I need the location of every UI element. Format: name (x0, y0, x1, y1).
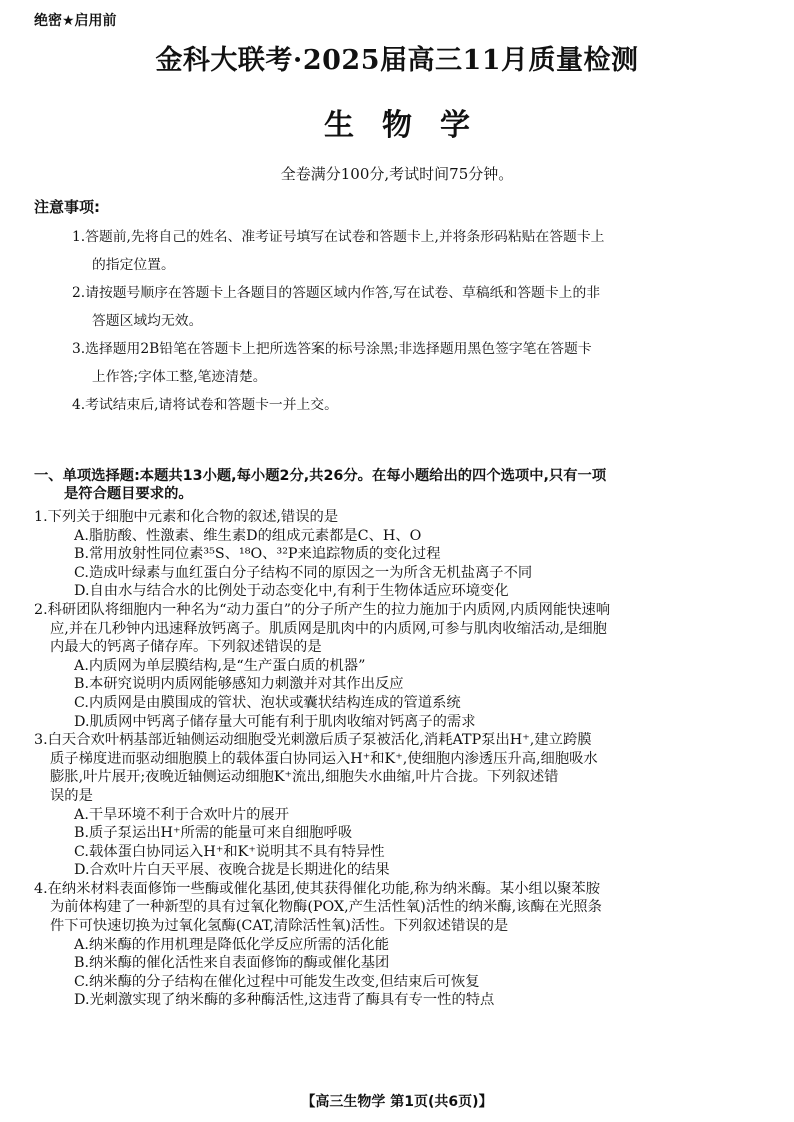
notice-item (72, 391, 762, 419)
section-heading (34, 467, 764, 503)
question-stem (34, 601, 766, 657)
option-d: D.肌质网中钙离子储存量大可能有利于肌肉收缩对钙离子的需求 (74, 713, 476, 730)
stem-line: 为前体构建了一种新型的具有过氧化物酶(POX,产生活性氧)活性的纳米酶,该酶在光照条 (50, 899, 602, 916)
notice-title: 注意事项: (34, 198, 100, 216)
notice-line: 2.请按题号顺序在答题卡上各题目的答题区域内作答,写在试卷、草稿纸和答题卡上的非 (72, 285, 601, 301)
option-c: C.内质网是由膜围成的管状、泡状或囊状结构连成的管道系统 (74, 694, 461, 711)
option-b: B.常用放射性同位素³⁵S、¹⁸O、³²P来追踪物质的变化过程 (74, 546, 441, 563)
stem-line: 4.在纳米材料表面修饰一些酶或催化基团,使其获得催化功能,称为纳米酶。某小组以聚苯胺 (34, 880, 601, 897)
section-line: 是符合题目要求的。 (64, 486, 193, 502)
option-d: D.合欢叶片白天平展、夜晚合拢是长期进化的结果 (74, 862, 390, 879)
section-line: 一、单项选择题:本题共13小题,每小题2分,共26分。在每小题给出的四个选项中,只有一项 (34, 468, 607, 484)
option-b: B.本研究说明内质网能够感知力刺激并对其作出反应 (74, 676, 404, 693)
option-d: D.光刺激实现了纳米酶的多种酶活性,这违背了酶具有专一性的特点 (74, 992, 495, 1009)
confidential-label: 绝密★启用前 (34, 13, 117, 29)
notice-line: 上作答;字体工整,笔迹清楚。 (92, 369, 267, 385)
option-a: A.纳米酶的作用机理是降低化学反应所需的活化能 (74, 936, 390, 953)
option-c: C.纳米酶的分子结构在催化过程中可能发生改变,但结束后可恢复 (74, 973, 480, 990)
question-stem (34, 880, 766, 936)
stem-line: 1.下列关于细胞中元素和化合物的叙述,错误的是 (34, 509, 339, 525)
stem-line: 膨胀,叶片展开;夜晚近轴侧运动细胞K⁺流出,细胞失水曲缩,叶片合拢。下列叙述错 (50, 769, 559, 786)
page-footer: 【高三生物学 第1页(共6页)】 (301, 1094, 493, 1110)
subject-title: 生物学 (324, 108, 498, 143)
question-stem (34, 508, 766, 527)
option-b: B.质子泵运出H⁺所需的能量可来自细胞呼吸 (74, 825, 353, 842)
stem-line: 3.白天合欢叶柄基部近轴侧运动细胞受光刺激后质子泵被活化,消耗ATP泵出H⁺,建立跨膜 (34, 732, 592, 749)
notice-item (72, 279, 762, 335)
option-c: C.造成叶绿素与血红蛋白分子结构不同的原因之一为所含无机盐离子不同 (74, 564, 533, 581)
question-stem (34, 731, 766, 805)
option-c: C.载体蛋白协同运入H⁺和K⁺说明其不具有特异性 (74, 843, 385, 860)
question-3 (34, 731, 766, 880)
stem-line: 内最大的钙离子储存库。下列叙述错误的是 (50, 639, 322, 656)
option-a: A.干旱环境不利于合欢叶片的展开 (74, 806, 290, 823)
stem-line: 误的是 (50, 787, 93, 804)
notice-line: 答题区域均无效。 (92, 313, 203, 329)
stem-line: 质子梯度进而驱动细胞膜上的载体蛋白协同运入H⁺和K⁺,使细胞内渗透压升高,细胞吸水 (50, 750, 598, 767)
option-a: A.脂肪酸、性激素、维生素D的组成元素都是C、H、O (74, 527, 422, 544)
question-2 (34, 601, 766, 731)
question-4 (34, 880, 766, 1010)
notice-item (72, 223, 762, 279)
notice-item (72, 335, 762, 391)
notice-line: 3.选择题用2B铅笔在答题卡上把所选答案的标号涂黑;非选择题用黑色签字笔在答题卡 (72, 341, 592, 357)
option-b: B.纳米酶的催化活性来自表面修饰的酶或催化基团 (74, 955, 390, 972)
notice-line: 的指定位置。 (92, 257, 175, 273)
exam-title: 金科大联考·2025届高三11月质量检测 (155, 45, 639, 76)
stem-line: 2.科研团队将细胞内一种名为“动力蛋白”的分子所产生的拉力施加于内质网,内质网能快速响 (34, 601, 611, 618)
question-list (34, 508, 766, 1010)
notice-line: 1.答题前,先将自己的姓名、准考证号填写在试卷和答题卡上,并将条形码粘贴在答题卡上 (72, 229, 605, 245)
exam-info: 全卷满分100分,考试时间75分钟。 (280, 165, 514, 183)
option-a: A.内质网为单层膜结构,是“生产蛋白质的机器” (74, 657, 366, 674)
notice-line: 4.考试结束后,请将试卷和答题卡一并上交。 (72, 397, 338, 413)
notice-list (72, 223, 762, 419)
option-d: D.自由水与结合水的比例处于动态变化中,有利于生物体适应环境变化 (74, 583, 509, 600)
question-1 (34, 508, 766, 601)
stem-line: 应,并在几秒钟内迅速释放钙离子。肌质网是肌肉中的内质网,可参与肌肉收缩活动,是细胞 (50, 620, 607, 637)
stem-line: 件下可快速切换为过氧化氢酶(CAT,清除活性氧)活性。下列叙述错误的是 (50, 918, 509, 935)
